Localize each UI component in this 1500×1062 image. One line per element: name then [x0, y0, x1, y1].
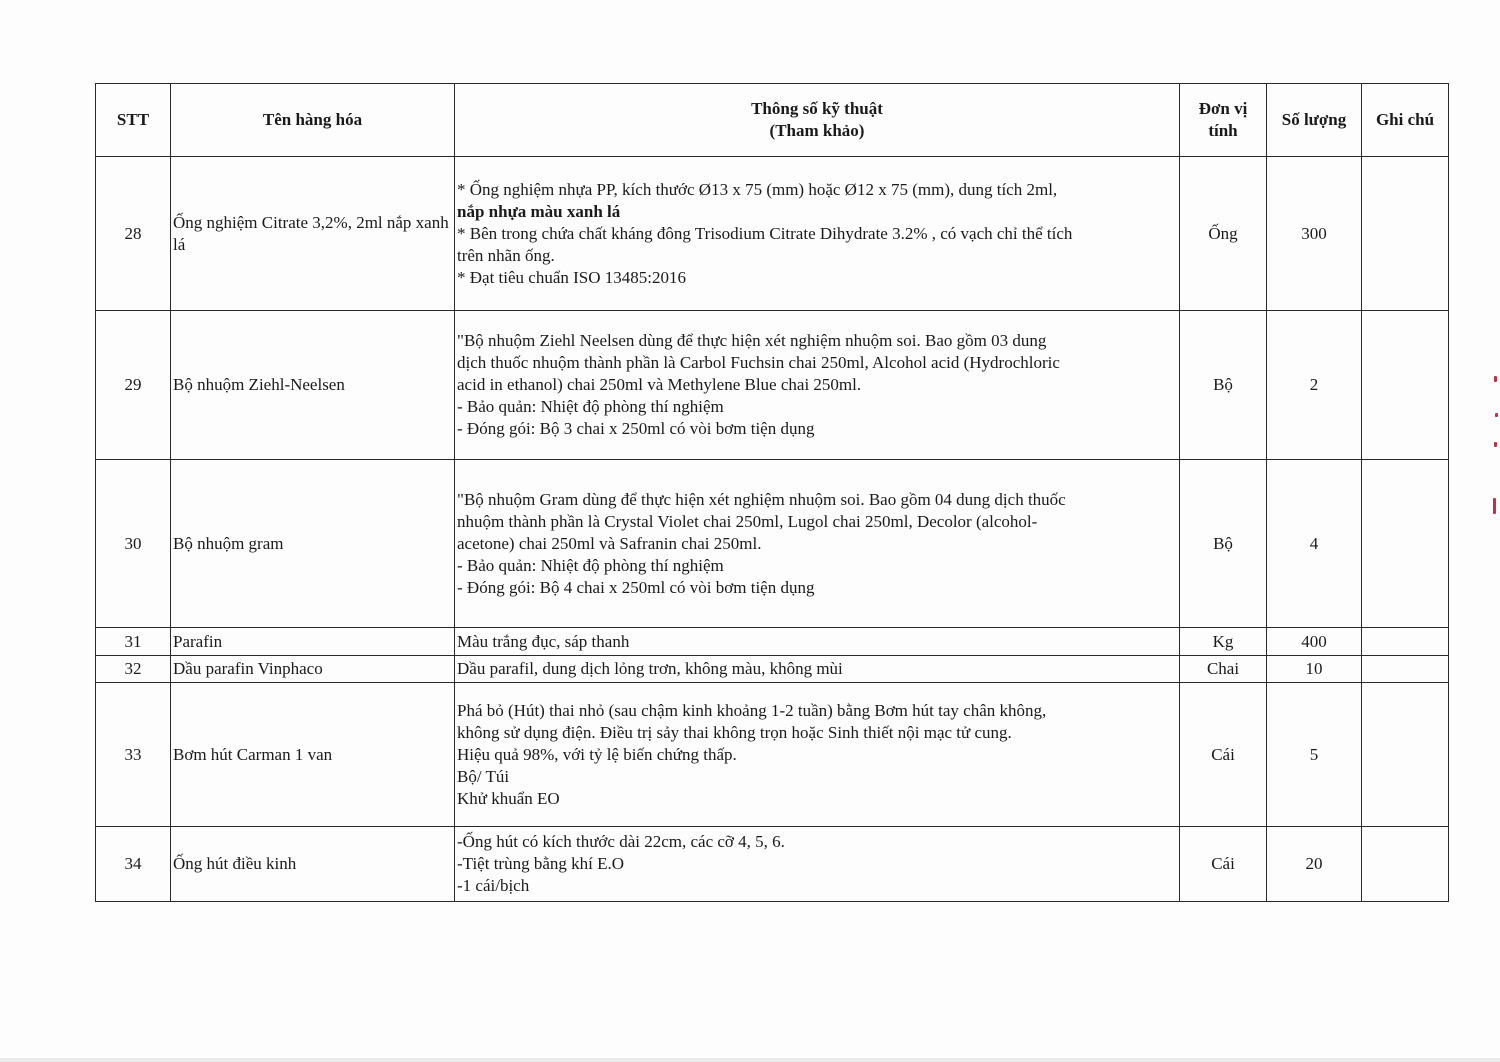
margin-mark [1494, 376, 1497, 382]
goods-spec-table [95, 83, 1449, 902]
spec-line: Phá bỏ (Hút) thai nhỏ (sau chậm kinh khoảng 1-2 tuần) bằng Bơm hút tay chân không, [457, 700, 1047, 720]
cell-item-name: Bộ nhuộm Ziehl-Neelsen [171, 311, 455, 460]
header-unit-line2: tính [1208, 121, 1238, 140]
table-row [96, 311, 1449, 460]
cell-note [1362, 311, 1449, 460]
spec-line: Màu trắng đục, sáp thanh [457, 631, 630, 651]
margin-mark [1494, 442, 1497, 447]
spec-line: * Đạt tiêu chuẩn ISO 13485:2016 [457, 267, 686, 287]
spec-line: không sử dụng điện. Điều trị sảy thai không trọn hoặc Sinh thiết nội mạc tử cung. [457, 722, 1012, 742]
spec-line: * Ống nghiệm nhựa PP, kích thước Ø13 x 75 (mm) hoặc Ø12 x 75 (mm), dung tích 2ml, [457, 179, 1058, 199]
spec-line: - Đóng gói: Bộ 3 chai x 250ml có vòi bơm tiện dụng [457, 419, 815, 438]
cell-stt: 32 [96, 656, 171, 683]
cell-item-name: Bộ nhuộm gram [171, 460, 455, 628]
cell-item-name: Ống nghiệm Citrate 3,2%, 2ml nắp xanh lá [171, 157, 455, 311]
cell-item-name: Bơm hút Carman 1 van [171, 683, 455, 827]
spec-line: -Ống hút có kích thước dài 22cm, các cỡ 4, 5, 6. [457, 832, 785, 851]
header-note: Ghi chú [1362, 84, 1449, 157]
cell-unit: Kg [1180, 628, 1267, 656]
margin-mark [1495, 413, 1498, 417]
header-stt: STT [96, 84, 171, 157]
margin-mark [1493, 498, 1496, 514]
cell-note [1362, 460, 1449, 628]
scan-bottom-edge [0, 1058, 1500, 1062]
cell-spec [455, 683, 1180, 827]
cell-quantity: 5 [1267, 683, 1362, 827]
spec-line: acid in ethanol) chai 250ml và Methylene Blue chai 250ml. [457, 375, 862, 394]
cell-stt: 28 [96, 157, 171, 311]
table-row [96, 827, 1449, 902]
cell-item-name: Parafin [171, 628, 455, 656]
cell-unit: Chai [1180, 656, 1267, 683]
table-row [96, 683, 1449, 827]
cell-quantity: 4 [1267, 460, 1362, 628]
spec-line: nắp nhựa màu xanh lá [457, 201, 621, 221]
cell-spec [455, 157, 1180, 311]
spec-line: Khử khuẩn EO [457, 788, 560, 808]
spec-line: - Bảo quản: Nhiệt độ phòng thí nghiệm [457, 555, 724, 575]
table-row [96, 157, 1449, 311]
table-row [96, 628, 1449, 656]
cell-spec [455, 628, 1180, 656]
cell-unit: Cái [1180, 683, 1267, 827]
cell-unit: Ống [1180, 157, 1267, 311]
spec-line: -1 cái/bịch [457, 876, 530, 895]
table-header-row [96, 84, 1449, 157]
cell-unit: Cái [1180, 827, 1267, 902]
header-unit-line1: Đơn vị [1198, 99, 1248, 118]
table-body [96, 157, 1449, 902]
header-name: Tên hàng hóa [171, 84, 455, 157]
cell-unit: Bộ [1180, 311, 1267, 460]
cell-stt: 29 [96, 311, 171, 460]
cell-quantity: 20 [1267, 827, 1362, 902]
cell-spec [455, 311, 1180, 460]
cell-note [1362, 628, 1449, 656]
spec-line: nhuộm thành phần là Crystal Violet chai 250ml, Lugol chai 250ml, Decolor (alcohol- [457, 511, 1038, 531]
cell-quantity: 10 [1267, 656, 1362, 683]
header-qty: Số lượng [1267, 84, 1362, 157]
cell-stt: 31 [96, 628, 171, 656]
cell-note [1362, 683, 1449, 827]
cell-note [1362, 656, 1449, 683]
cell-note [1362, 157, 1449, 311]
cell-stt: 34 [96, 827, 171, 902]
cell-note [1362, 827, 1449, 902]
spec-line: "Bộ nhuộm Ziehl Neelsen dùng để thực hiện xét nghiệm nhuộm soi. Bao gồm 03 dung [457, 331, 1047, 350]
spec-line: - Đóng gói: Bộ 4 chai x 250ml có vòi bơm tiện dụng [457, 577, 815, 597]
header-spec-line1: Thông số kỹ thuật [751, 99, 883, 118]
spec-line: Hiệu quả 98%, với tỷ lệ biến chứng thấp. [457, 744, 737, 764]
table-row [96, 656, 1449, 683]
spec-line: Dầu parafil, dung dịch lỏng trơn, không màu, không mùi [457, 659, 843, 678]
spec-line: dịch thuốc nhuộm thành phần là Carbol Fuchsin chai 250ml, Alcohol acid (Hydrochloric [457, 353, 1060, 372]
cell-quantity: 400 [1267, 628, 1362, 656]
spec-line: acetone) chai 250ml và Safranin chai 250ml. [457, 533, 762, 553]
cell-stt: 30 [96, 460, 171, 628]
cell-spec [455, 656, 1180, 683]
cell-quantity: 2 [1267, 311, 1362, 460]
cell-spec [455, 827, 1180, 902]
cell-item-name: Dầu parafin Vinphaco [171, 656, 455, 683]
cell-quantity: 300 [1267, 157, 1362, 311]
spec-line: - Bảo quản: Nhiệt độ phòng thí nghiệm [457, 397, 724, 416]
spec-line: "Bộ nhuộm Gram dùng để thực hiện xét nghiệm nhuộm soi. Bao gồm 04 dung dịch thuốc [457, 489, 1066, 509]
spec-line: -Tiệt trùng bằng khí E.O [457, 854, 625, 873]
table-row [96, 460, 1449, 628]
spec-line: * Bên trong chứa chất kháng đông Trisodium Citrate Dihydrate 3.2% , có vạch chỉ thể tích [457, 223, 1073, 243]
cell-spec [455, 460, 1180, 628]
cell-unit: Bộ [1180, 460, 1267, 628]
cell-item-name: Ống hút điều kinh [171, 827, 455, 902]
cell-stt: 33 [96, 683, 171, 827]
header-spec-line2: (Tham khảo) [769, 121, 865, 140]
spec-line: trên nhãn ống. [457, 245, 555, 265]
spec-line: Bộ/ Túi [457, 766, 510, 786]
header-spec [455, 84, 1180, 157]
header-unit [1180, 84, 1267, 157]
